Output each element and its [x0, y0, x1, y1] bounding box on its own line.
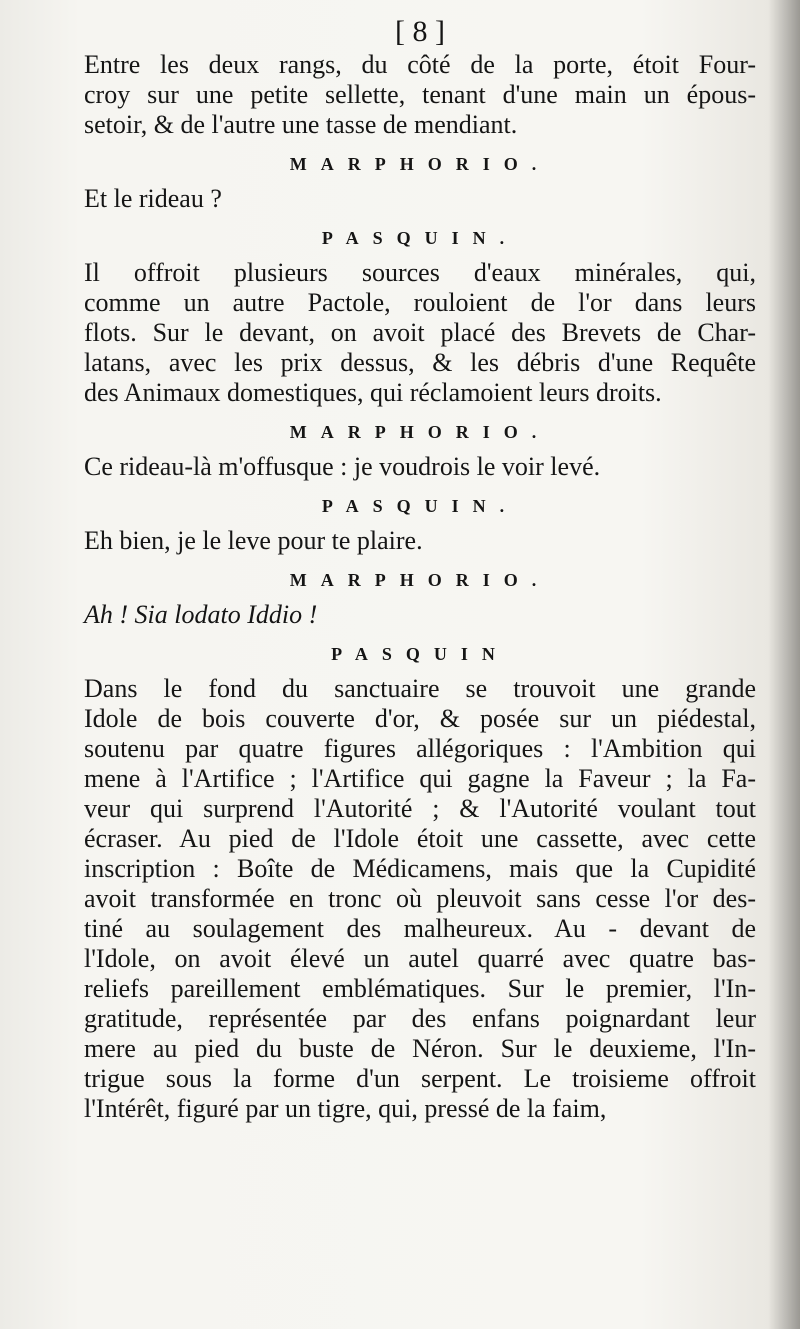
page-number: [ 8 ]	[395, 15, 445, 48]
text-line: latans, avec les prix dessus, & les débris d'une Requête	[84, 348, 756, 377]
text-line: comme un autre Pactole, rouloient de l'or dans leurs	[84, 288, 756, 317]
speaker-heading: MARPHORIO.	[289, 154, 551, 174]
text-line: inscription : Boîte de Médicamens, mais que la Cupidité	[84, 854, 756, 883]
speaker-heading: MARPHORIO.	[289, 570, 551, 590]
text-line: Il offroit plusieurs sources d'eaux minérales, qui,	[84, 258, 756, 287]
text-line: Idole de bois couverte d'or, & posée sur un piédestal,	[84, 704, 756, 733]
dialogue-line: Et le rideau ?	[84, 184, 222, 213]
text-line: flots. Sur le devant, on avoit placé des Brevets de Char-	[84, 318, 756, 347]
dialogue-paragraph	[84, 258, 756, 408]
dialogue-line: Ah ! Sia lodato Iddio !	[84, 600, 318, 629]
text-line: trigue sous la forme d'un serpent. Le troisieme offroit	[84, 1064, 756, 1093]
text-line: setoir, & de l'autre une tasse de mendiant.	[84, 110, 518, 139]
dialogue-line: Ce rideau-là m'offusque : je voudrois le voir levé.	[84, 452, 601, 481]
speaker-heading: MARPHORIO.	[289, 422, 551, 442]
text-line: soutenu par quatre figures allégoriques : l'Ambition qui	[84, 734, 756, 763]
text-line: l'Idole, on avoit élevé un autel quarré avec quatre bas-	[84, 944, 756, 973]
page-text	[84, 14, 756, 1124]
text-line: mere au pied du buste de Néron. Sur le deuxieme, l'In-	[84, 1034, 756, 1063]
text-line: des Animaux domestiques, qui réclamoient leurs droits.	[84, 378, 662, 407]
text-line: reliefs pareillement emblématiques. Sur le premier, l'In-	[84, 974, 756, 1003]
text-line: écraser. Au pied de l'Idole étoit une cassette, avec cette	[84, 824, 756, 853]
speaker-heading: PASQUIN.	[321, 228, 519, 248]
dialogue-line: Eh bien, je le leve pour te plaire.	[84, 526, 423, 555]
speaker-heading: PASQUIN.	[321, 496, 519, 516]
text-line: avoit transformée en tronc où pleuvoit sans cesse l'or des-	[84, 884, 756, 913]
text-line: l'Intérêt, figuré par un tigre, qui, pressé de la faim,	[84, 1094, 607, 1123]
text-line: Dans le fond du sanctuaire se trouvoit une grande	[84, 674, 756, 703]
dialogue-paragraph	[84, 674, 756, 1124]
text-line: mene à l'Artifice ; l'Artifice qui gagne la Faveur ; la Fa-	[84, 764, 756, 793]
intro-paragraph	[84, 50, 756, 140]
text-line: Entre les deux rangs, du côté de la porte, étoit Four-	[84, 50, 756, 79]
text-line: tiné au soulagement des malheureux. Au - devant de	[84, 914, 756, 943]
text-line: croy sur une petite sellette, tenant d'une main un épous-	[84, 80, 756, 109]
text-line: gratitude, représentée par des enfans poignardant leur	[84, 1004, 756, 1033]
text-line: veur qui surprend l'Autorité ; & l'Autorité voulant tout	[84, 794, 756, 823]
speaker-heading: PASQUIN	[331, 644, 509, 664]
